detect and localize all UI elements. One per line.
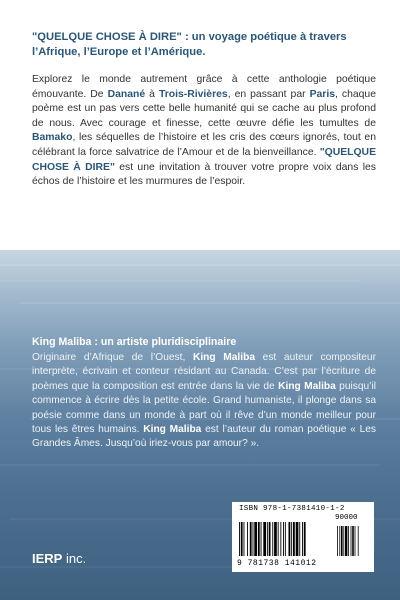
price-addon: 90000 xyxy=(335,514,358,522)
barcode-bar xyxy=(304,522,306,556)
barcode-bar xyxy=(289,522,291,556)
intro-text-6: est une invitation à trouver votre propre voix dans les échos de l’histoire et les murmures de l’espoir. xyxy=(32,161,377,188)
barcode-addon-bar xyxy=(343,526,344,556)
barcode-addon-bar xyxy=(345,526,347,556)
barcode-addon-bar xyxy=(337,526,338,556)
barcode-bar xyxy=(299,522,300,556)
synopsis-text xyxy=(32,73,376,190)
bio-title: King Maliba : un artiste pluridisciplinaire xyxy=(32,336,237,348)
barcode-addon-bar xyxy=(348,526,349,556)
headline-title: "QUELQUE CHOSE À DIRE" xyxy=(32,31,182,43)
barcode-bar xyxy=(283,522,284,556)
barcode-bar xyxy=(274,522,277,556)
intro-text-1: Explorez le monde autrement grâce à cette anthologie poétique émouvante. De xyxy=(32,74,376,100)
intro-text-5: , les séquelles de l’histoire et les cris des cœurs ignorés, tout en célébrant la force salvatrice de l’Amour et de la bienveillance. xyxy=(32,132,376,158)
intro-text-2: à xyxy=(145,88,159,100)
intro-place-bamako: Bamako xyxy=(32,132,73,144)
barcode-bar xyxy=(267,522,268,556)
barcode-bar xyxy=(241,522,243,556)
isbn-label: ISBN 978-1-7381410-1-2 xyxy=(239,505,345,513)
barcode-bar xyxy=(261,522,262,556)
barcode-addon-bar xyxy=(351,526,352,556)
publisher-logo xyxy=(32,551,86,566)
headline-subtitle: : un voyage poétique à travers l’Afrique, l’Europe et l’Amérique. xyxy=(32,31,347,58)
barcode-bar xyxy=(291,522,292,556)
intro-place-trois-rivieres: Trois-Rivières xyxy=(158,88,228,100)
barcode-addon-bar xyxy=(339,526,340,556)
headline xyxy=(32,30,376,60)
wave-line xyxy=(20,302,400,304)
barcode-bar xyxy=(280,522,281,556)
bio-author-name: King Maliba xyxy=(278,380,336,392)
barcode-addon-bar xyxy=(358,526,359,556)
intro-text-4: , chaque poème est un pas vers cette belle humanité qui se cache au plus profond de nous. Avec courage et finesse, cette œuvre défie les tumultes de xyxy=(32,88,376,129)
publisher-suffix: inc. xyxy=(62,551,87,566)
barcode-bar xyxy=(250,522,252,556)
synopsis-section xyxy=(0,0,400,250)
barcode-bar xyxy=(296,522,299,556)
barcode-bar xyxy=(258,522,260,556)
barcode-bar xyxy=(269,522,271,556)
intro-text-3: , en passant par xyxy=(227,88,310,100)
bio-text-4: est l’auteur du roman poétique « Les Grandes Âmes. Jusqu’où iriez-vous par amour? ». xyxy=(32,424,376,450)
barcode-bar xyxy=(293,522,295,556)
barcode-bars xyxy=(237,522,369,558)
publisher-name: IERP xyxy=(32,551,63,566)
intro-place-danane: Danané xyxy=(107,88,146,100)
bio-text-3: puisqu’il commence à écrire dès la petite école. Grand humaniste, il plonge dans sa poésie comme dans un monde à part où il rêve d’un monde meilleur pour tous les êtres humains. xyxy=(32,380,376,436)
barcode-addon-bar xyxy=(341,526,343,556)
barcode-bar xyxy=(247,522,248,556)
barcode-addon-bar xyxy=(352,526,354,556)
intro-book-title: "QUELQUE CHOSE À DIRE" xyxy=(32,146,376,173)
barcode-addon-bar xyxy=(355,526,356,556)
wave-line xyxy=(0,264,400,266)
barcode-bar xyxy=(239,522,240,556)
barcode-bar xyxy=(285,522,286,556)
barcode-number: 9 781738 141012 xyxy=(237,559,317,568)
barcode-bar xyxy=(278,522,279,556)
bio-text xyxy=(32,351,376,452)
barcode-bar xyxy=(254,522,257,556)
wave-line xyxy=(0,464,380,466)
isbn-barcode xyxy=(232,502,374,572)
bio-author-name: King Maliba xyxy=(192,352,255,363)
barcode-bar xyxy=(244,522,245,556)
barcode-bar xyxy=(263,522,266,556)
bio-text-1: Originaire d’Afrique de l’Ouest, xyxy=(32,352,193,363)
bio-author-name: King Maliba xyxy=(143,424,202,436)
barcode-bar xyxy=(253,522,254,556)
bio-text-2: est auteur compositeur interprète, écrivain et conteur résidant au Canada. C’est par l’écriture de poèmes que la composition est entrée dans la vie de xyxy=(32,352,376,392)
barcode-bar xyxy=(302,522,303,556)
wave-line xyxy=(0,280,360,282)
intro-place-paris: Paris xyxy=(309,88,335,100)
barcode-bar xyxy=(272,522,273,556)
